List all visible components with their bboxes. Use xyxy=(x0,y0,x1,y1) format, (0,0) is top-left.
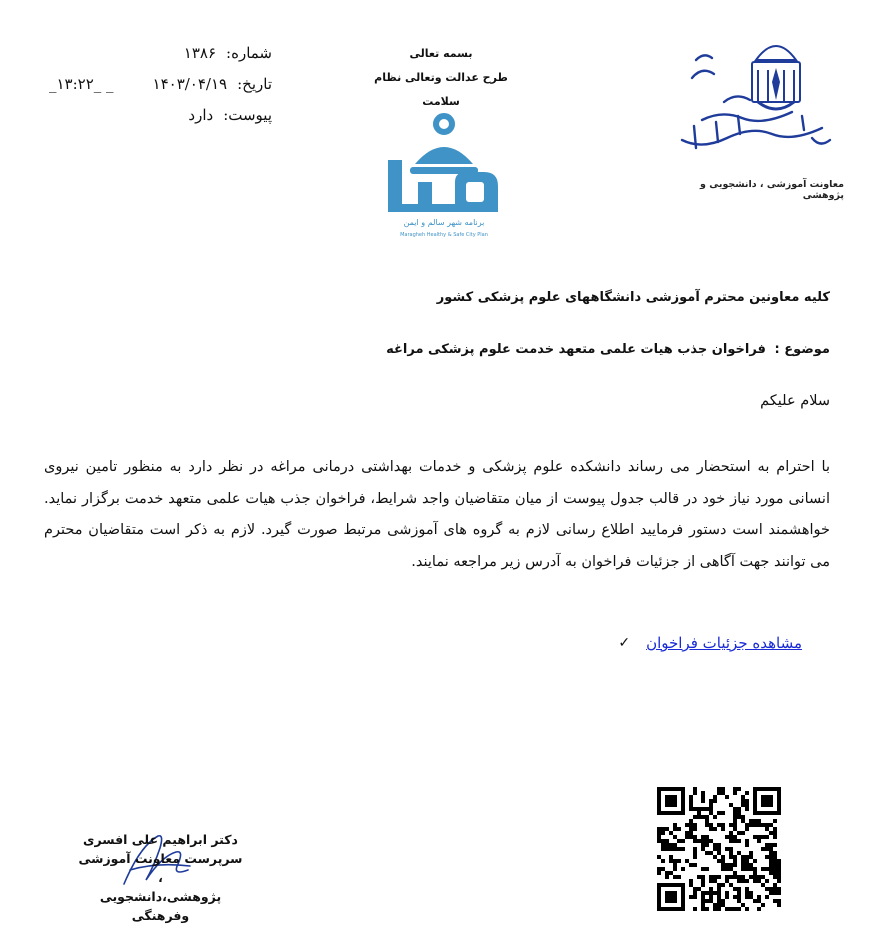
subject-line xyxy=(382,342,830,357)
attachment-value: دارد xyxy=(188,106,214,124)
deputy-title: معاونت آموزشی ، دانشجویی و پژوهشی xyxy=(700,179,844,201)
signature-block xyxy=(78,830,243,925)
letter-time: _۱۳:۲۲_ _ xyxy=(49,75,114,93)
letter-meta xyxy=(49,38,272,131)
signatory-title-1: سرپرست معاونت آموزشی ، xyxy=(78,851,243,885)
maragheh-healthy-city-logo xyxy=(380,112,510,244)
signatory-title-2: پژوهشی،دانشجویی وفرهنگی xyxy=(99,889,222,923)
check-icon: ✓ xyxy=(618,635,631,651)
number-value: ۱۳۸۶ xyxy=(183,44,217,62)
letter-body: با احترام به استحضار می رساند دانشکده علوم پزشکی و خدمات بهداشتی درمانی مراغه در نظر دارد به منظور تامین نیروی انسانی مورد نیاز خود در قالب جدول پیوست از میان متقاضیان واجد شرایط، فراخوان جذب هیات علمی متعهد خدمت برگزار نماید. خواهشمند است دستور فرمایید اطلاع رسانی لازم به گروه های آموزشی مرتبط صورت گیرد. لازم به ذکر است متقاضیان محترم می توانند جهت آگاهی از جزئیات فراخوان به آدرس زیر مراجعه نمایند. xyxy=(44,459,830,570)
bismillah: بسمه تعالی xyxy=(409,47,473,60)
university-emblem-icon xyxy=(672,30,837,165)
recipient: کلیه معاونین محترم آموزشی دانشگاههای علوم پزشکی کشور xyxy=(436,290,830,305)
attachment-label: پیوست: xyxy=(223,106,272,124)
motto: طرح عدالت وتعالی نظام سلامت xyxy=(374,71,508,108)
letter-number xyxy=(52,38,272,69)
signatory-name: دکتر ابراهیم علی افسری xyxy=(83,832,238,847)
center-logo-caption-en: Maragheh Healthy & Safe City Plan xyxy=(400,232,488,238)
call-details-link-row xyxy=(618,634,802,652)
date-value: ۱۴۰۳/۰۴/۱۹ xyxy=(152,75,228,93)
header-center-text xyxy=(370,42,512,114)
center-logo-caption: برنامه شهر سالم و ایمن xyxy=(403,218,485,227)
greeting: سلام علیکم xyxy=(760,393,830,409)
qr-code-icon[interactable] xyxy=(657,787,781,911)
date-label: تاریخ: xyxy=(237,75,272,93)
call-details-link[interactable]: مشاهده جزئیات فراخوان xyxy=(646,634,802,652)
subject-text: فراخوان جذب هیات علمی متعهد خدمت علوم پزشکی مراغه xyxy=(386,342,766,357)
letter-attachment xyxy=(52,100,272,131)
subject-label: موضوع : xyxy=(774,342,830,357)
number-label: شماره: xyxy=(226,44,272,62)
